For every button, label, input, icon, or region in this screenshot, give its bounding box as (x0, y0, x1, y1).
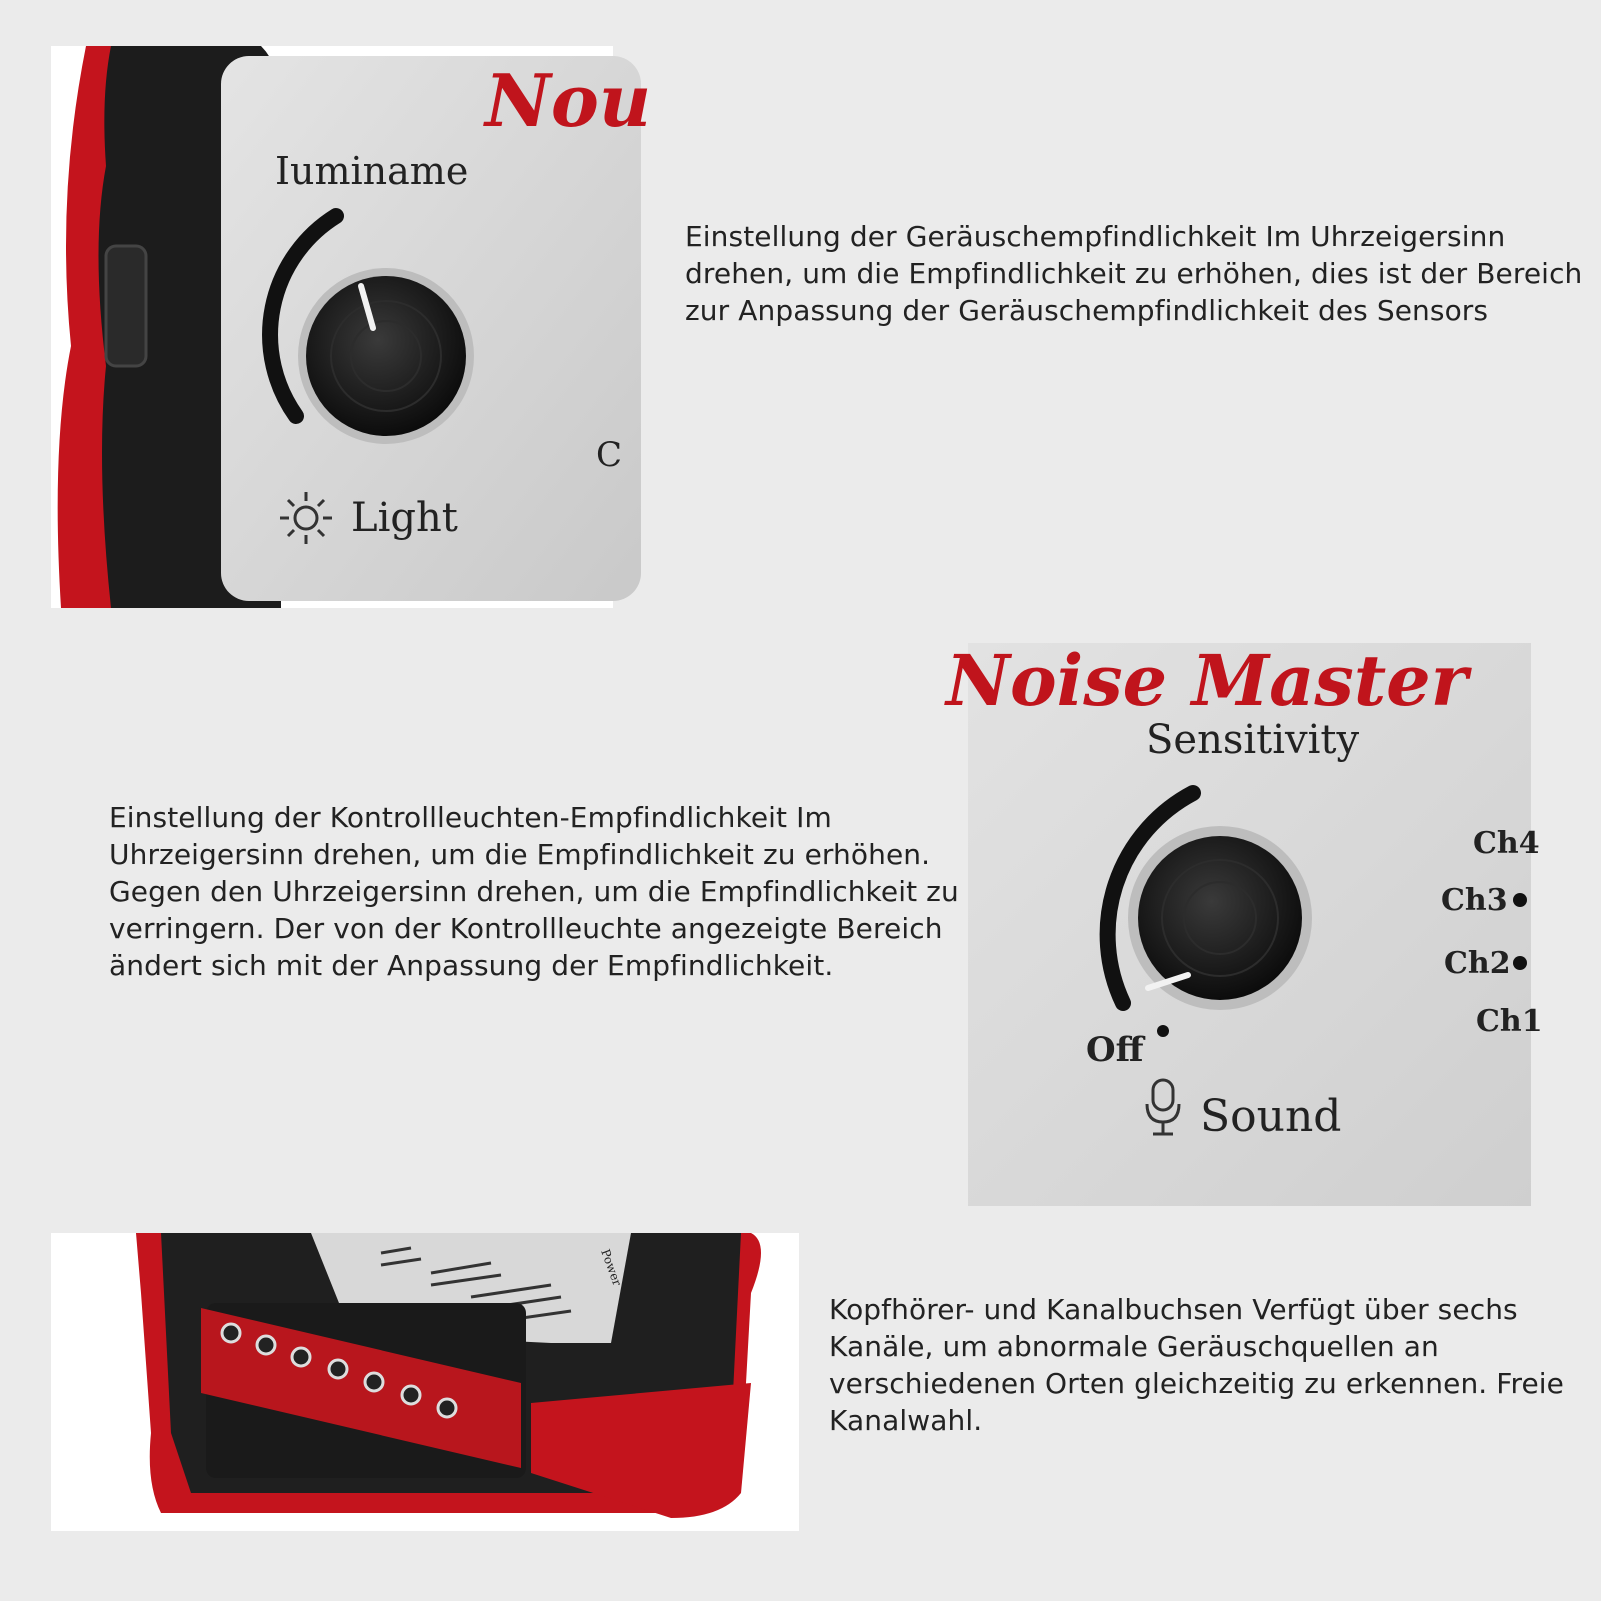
off-label: Off (1086, 1030, 1144, 1070)
knob-label-top: Iuminame (275, 149, 469, 193)
jacks-photo (51, 1233, 799, 1531)
jack-socket (365, 1373, 383, 1391)
brand-name: Noise Master (946, 639, 1468, 722)
caption-jacks: Kopfhörer- und Kanalbuchsen Verfügt über sechs Kanäle, um abnormale Geräuschquellen an verschiedenen Orten gleichzeitig zu erkennen. Freie Kanalwahl. (829, 1293, 1564, 1437)
knob-label-bottom: Light (351, 495, 458, 541)
light-knob-illustration (51, 46, 652, 608)
jack-socket (402, 1386, 420, 1404)
caption-light-sensitivity: Einstellung der Kontrollleuchten-Empfindlichkeit Im Uhrzeigersinn drehen, um die Empfindlichkeit zu erhöhen. Gegen den Uhrzeigersinn drehen, um die Empfindlichkeit zu verringern. Der von der Kontrollleuchte angezeigte Bereich ändert sich mit der Anpassung der Empfindlichkeit. (109, 801, 959, 982)
channel-label: Ch4 (1473, 826, 1540, 861)
light-knob-photo (51, 46, 652, 608)
jack-socket (222, 1324, 240, 1342)
channel-led (1513, 956, 1527, 970)
channel-label: Ch2 (1444, 946, 1511, 981)
power-label: Power (598, 1247, 625, 1288)
sensitivity-knob-illustration (946, 639, 1543, 1206)
jack-socket (329, 1360, 347, 1378)
sound-label: Sound (1200, 1091, 1342, 1142)
channel-label: Ch3 (1441, 883, 1508, 918)
panel-edge-letter: C (596, 435, 623, 475)
caption-noise-sensitivity: Einstellung der Geräuschempfindlichkeit Im Uhrzeigersinn drehen, um die Empfindlichkeit zu erhöhen, dies ist der Bereich zur Anpassung der Geräuschempfindlichkeit des Sensors (685, 220, 1583, 327)
channel-led (1513, 893, 1527, 907)
sensitivity-knob-photo (946, 639, 1543, 1206)
jacks-illustration (51, 1233, 799, 1531)
jack-socket (257, 1336, 275, 1354)
channel-label: Ch1 (1476, 1004, 1543, 1039)
sensitivity-label: Sensitivity (1146, 717, 1360, 763)
jack-socket (438, 1399, 456, 1417)
jack-socket (292, 1348, 310, 1366)
brand-fragment: Nou (485, 58, 652, 143)
